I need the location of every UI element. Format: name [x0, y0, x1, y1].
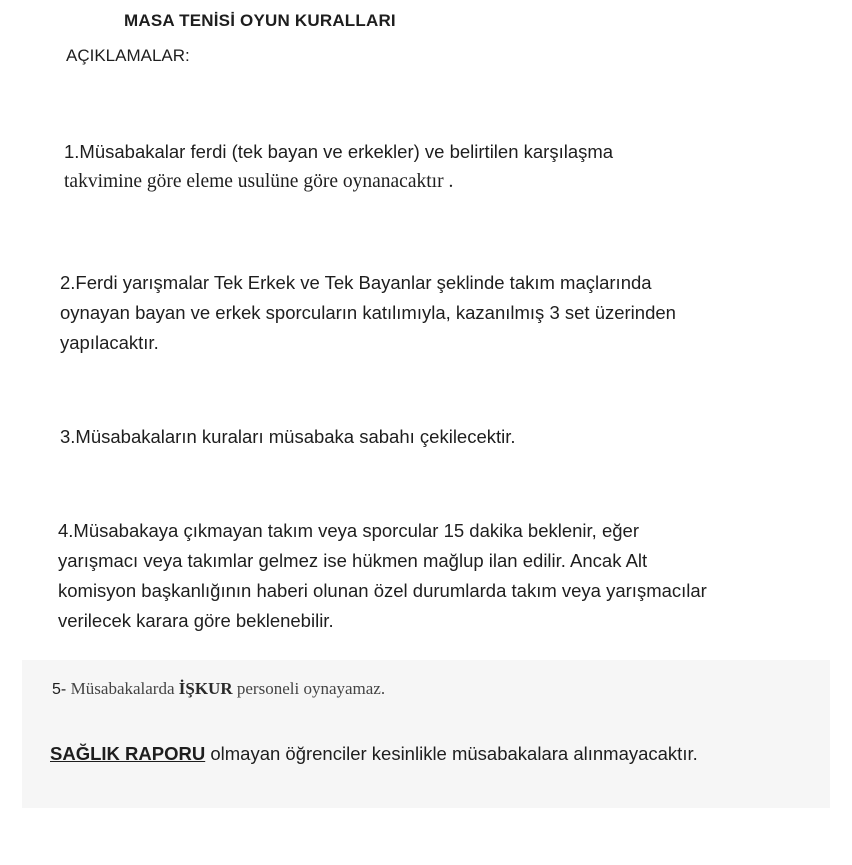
paragraph-line: oynayan bayan ve erkek sporcuların katılımıyla, kazanılmış 3 set üzerinden [60, 302, 676, 323]
health-report-note [50, 743, 698, 765]
rule-5-text-after: personeli oynayamaz. [232, 679, 386, 698]
section-heading: AÇIKLAMALAR: [66, 46, 190, 65]
paragraph-line: yapılacaktır. [60, 332, 159, 353]
rule-paragraph-4 [58, 516, 798, 636]
health-report-text: olmayan öğrenciler kesinlikle müsabakalara alınmayacaktır. [205, 743, 698, 764]
rule-5-emphasis: İŞKUR [178, 679, 233, 698]
paragraph-line: 2.Ferdi yarışmalar Tek Erkek ve Tek Bayanlar şeklinde takım maçlarında [60, 272, 652, 293]
rule-5-text-before: Müsabakalarda [70, 679, 179, 698]
paragraph-line: yarışmacı veya takımlar gelmez ise hükmen mağlup ilan edilir. Ancak Alt [58, 550, 648, 571]
rule-paragraph-3 [60, 422, 760, 452]
paragraph-line: 3.Müsabakaların kuraları müsabaka sabahı çekilecektir. [60, 426, 516, 447]
rule-5-number: 5- [52, 681, 71, 698]
rule-paragraph-5 [52, 679, 385, 699]
paragraph-line: 1.Müsabakalar ferdi (tek bayan ve erkekler) ve belirtilen karşılaşma [64, 141, 614, 162]
rule-paragraph-2 [60, 268, 780, 358]
rule-paragraph-1 [64, 137, 764, 197]
paragraph-line: takvimine göre eleme usulüne göre oynanacaktır . [64, 171, 454, 192]
paragraph-line: verilecek karara göre beklenebilir. [58, 610, 334, 631]
health-report-heading: SAĞLIK RAPORU [50, 743, 206, 764]
document-title: MASA TENİSİ OYUN KURALLARI [124, 11, 396, 30]
paragraph-line: 4.Müsabakaya çıkmayan takım veya sporcular 15 dakika beklenir, eğer [58, 520, 639, 541]
paragraph-line: komisyon başkanlığının haberi olunan özel durumlarda takım veya yarışmacılar [58, 580, 707, 601]
